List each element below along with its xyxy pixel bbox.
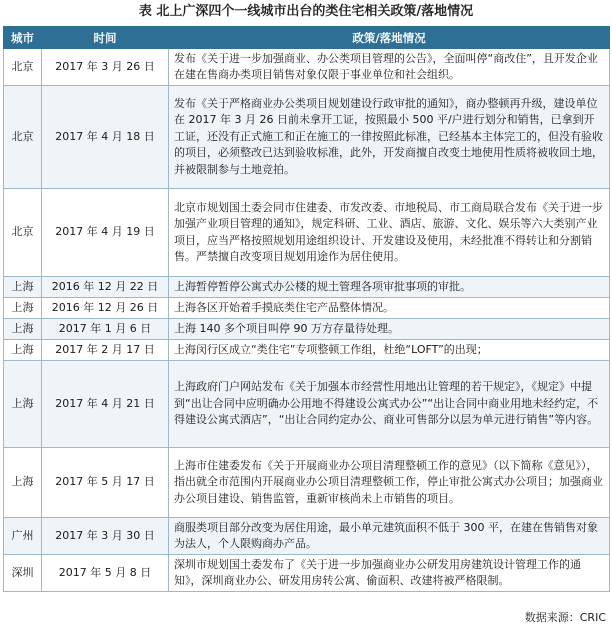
- row-policy: 上海各区开始着手摸底类住宅产品整体情况。: [169, 298, 610, 319]
- data-source-note: 数据来源：CRIC: [524, 611, 606, 624]
- table-row: [4, 555, 610, 592]
- row-policy: 深圳市规划国土委发布了《关于进一步加强商业办公研发用房建筑设计管理工作的通知》，深圳商业办公、研发用房转公寓、偷面积、改建将被严格限制。: [169, 555, 610, 592]
- row-city: 上海: [4, 298, 42, 319]
- row-policy: 上海闵行区成立“类住宅”专项整顿工作组，杜绝“LOFT”的出现；: [169, 340, 610, 361]
- row-time: 2017 年 4 月 21 日: [42, 361, 169, 448]
- table-row: [4, 361, 610, 448]
- row-city: 广州: [4, 518, 42, 555]
- row-city: 上海: [4, 277, 42, 298]
- row-city: 上海: [4, 319, 42, 340]
- table-row: [4, 189, 610, 277]
- table-row: [4, 277, 610, 298]
- row-time: 2017 年 3 月 26 日: [42, 49, 169, 86]
- row-policy: 上海市住建委发布《关于开展商业办公项目清理整顿工作的意见》（以下简称《意见》），指出就全市范围内开展商业办公项目清理整顿工作，停止审批公寓式办公项目；加强商业办公项目建设、销售监管，重新审核尚未上市销售的项目。: [169, 448, 610, 518]
- row-city: 深圳: [4, 555, 42, 592]
- row-time: 2017 年 5 月 17 日: [42, 448, 169, 518]
- row-policy: 发布《关于严格商业办公类项目规划建设行政审批的通知》，商办整顿再升级，建设单位在 2017 年 3 月 26 日前未拿开工证，按照最小 500 平/户进行划分和销售，已拿到开工证，还没有正式施工和正在施工的一律按照此标准，已经基本主体完工的，但没有验收的项目，必须整改已达到验收标准，此外，开发商擅自改变土地使用性质将被收回土地，并被限制参与土地竞拍。: [169, 86, 610, 189]
- table-row: [4, 298, 610, 319]
- header-policy: 政策/落地情况: [169, 27, 610, 49]
- row-policy: 商服类项目部分改变为居住用途，最小单元建筑面积不低于 300 平，在建在售销售对象为法人，个人限购商办产品。: [169, 518, 610, 555]
- table-row: [4, 86, 610, 189]
- row-time: 2017 年 5 月 8 日: [42, 555, 169, 592]
- row-city: 北京: [4, 49, 42, 86]
- table-row: [4, 319, 610, 340]
- table-row: [4, 448, 610, 518]
- row-policy: 北京市规划国土委会同市住建委、市发改委、市地税局、市工商局联合发布《关于进一步加强产业项目管理的通知》，规定科研、工业、酒店、旅游、文化、娱乐等六大类别产业项目，应当严格按照规划用途组织设计、开发建设及使用，未经批准不得转让和分割销售。严禁擅自改变项目规划用途作为居住使用。: [169, 189, 610, 277]
- row-city: 北京: [4, 86, 42, 189]
- row-policy: 上海暂停暂停公寓式办公楼的规土管理各项审批事项的审批。: [169, 277, 610, 298]
- row-time: 2017 年 3 月 30 日: [42, 518, 169, 555]
- row-time: 2017 年 4 月 19 日: [42, 189, 169, 277]
- row-policy: 上海政府门户网站发布《关于加强本市经营性用地出让管理的若干规定》，《规定》中提到“出让合同中应明确办公用地不得建设公寓式办公”“出让合同中商业用地未经约定，不得建设公寓式酒店”，“出让合同约定办公、商业可售部分以层为单元进行销售”等内容。: [169, 361, 610, 448]
- row-policy: 发布《关于进一步加强商业、办公类项目管理的公告》，全面叫停“商改住”，且开发企业在建在售商办类项目销售对象仅限于事业单位和社会组织。: [169, 49, 610, 86]
- row-time: 2017 年 1 月 6 日: [42, 319, 169, 340]
- policy-table: [3, 26, 610, 592]
- row-city: 北京: [4, 189, 42, 277]
- row-time: 2016 年 12 月 22 日: [42, 277, 169, 298]
- row-city: 上海: [4, 448, 42, 518]
- header-time: 时间: [42, 27, 169, 49]
- header-city: 城市: [4, 27, 42, 49]
- table-header-row: [4, 27, 610, 49]
- row-policy: 上海 140 多个项目叫停 90 万方存量待处理。: [169, 319, 610, 340]
- row-city: 上海: [4, 340, 42, 361]
- table-row: [4, 340, 610, 361]
- table-row: [4, 518, 610, 555]
- table-title: 表 北上广深四个一线城市出台的类住宅相关政策/落地情况: [138, 4, 474, 19]
- row-time: 2017 年 4 月 18 日: [42, 86, 169, 189]
- row-city: 上海: [4, 361, 42, 448]
- row-time: 2017 年 2 月 17 日: [42, 340, 169, 361]
- table-row: [4, 49, 610, 86]
- row-time: 2016 年 12 月 26 日: [42, 298, 169, 319]
